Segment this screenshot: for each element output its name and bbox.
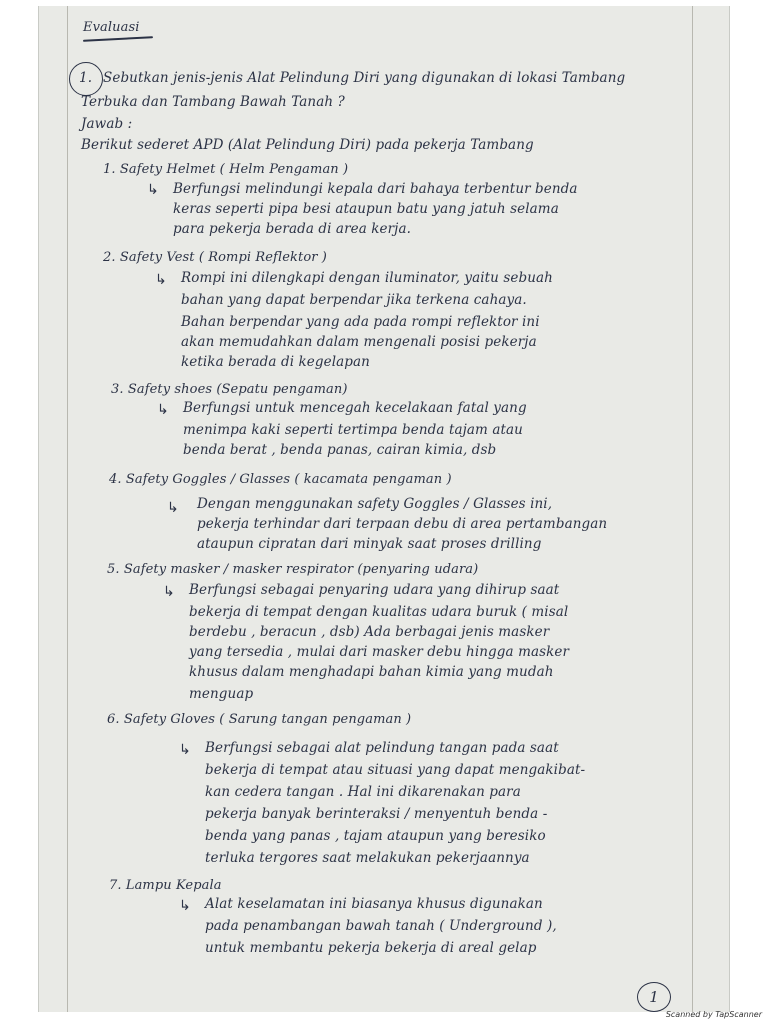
arrow-icon: ↳ <box>155 272 167 288</box>
item-heading: 7. Lampu Kepala <box>109 878 222 893</box>
item-line: Bahan berpendar yang ada pada rompi reflektor ini <box>181 314 540 330</box>
item-line: Berfungsi untuk mencegah kecelakaan fatal yang <box>183 400 527 416</box>
item-line: para pekerja berada di area kerja. <box>173 221 412 237</box>
item-line: Rompi ini dilengkapi dengan iluminator, yaitu sebuah <box>181 270 553 286</box>
item-heading: 4. Safety Goggles / Glasses ( kacamata pengaman ) <box>109 472 452 487</box>
item-line: Berfungsi sebagai alat pelindung tangan pada saat <box>205 740 559 756</box>
item-line: Alat keselamatan ini biasanya khusus digunakan <box>205 896 543 912</box>
item-line: bahan yang dapat berpendar jika terkena cahaya. <box>181 292 527 308</box>
item-line: Dengan menggunakan safety Goggles / Glasses ini, <box>197 496 553 512</box>
item-line: akan memudahkan dalam mengenali posisi pekerja <box>181 334 537 350</box>
item-line: berdebu , beracun , dsb) Ada berbagai jenis masker <box>189 624 550 640</box>
item-line: ketika berada di kegelapan <box>181 354 370 370</box>
item-line: terluka tergores saat melakukan pekerjaannya <box>205 850 530 866</box>
question-number: 1. <box>79 70 93 86</box>
arrow-icon: ↳ <box>147 182 159 198</box>
item-line: keras seperti pipa besi ataupun batu yang jatuh selama <box>173 201 559 217</box>
page-number: 1 <box>637 982 671 1012</box>
item-heading: 5. Safety masker / masker respirator (penyaring udara) <box>107 562 479 577</box>
page-title: Evaluasi <box>83 20 140 35</box>
item-heading: 6. Safety Gloves ( Sarung tangan pengaman ) <box>107 712 412 727</box>
item-line: yang tersedia , mulai dari masker debu hingga masker <box>189 644 570 660</box>
item-line: menguap <box>189 686 254 702</box>
item-line: kan cedera tangan . Hal ini dikarenakan para <box>205 784 521 800</box>
title-underline <box>83 36 153 42</box>
question-line-2: Terbuka dan Tambang Bawah Tanah ? <box>81 94 345 110</box>
item-line: pekerja banyak berinteraksi / menyentuh benda - <box>205 806 548 822</box>
notebook-page <box>38 6 730 1012</box>
item-heading: 2. Safety Vest ( Rompi Reflektor ) <box>103 250 327 265</box>
question-line-1: Sebutkan jenis-jenis Alat Pelindung Diri yang digunakan di lokasi Tambang <box>103 70 626 86</box>
answer-label: Jawab : <box>81 116 133 132</box>
item-line: benda yang panas , tajam ataupun yang beresiko <box>205 828 546 844</box>
arrow-icon: ↳ <box>179 898 191 914</box>
arrow-icon: ↳ <box>179 742 191 758</box>
item-line: pekerja terhindar dari terpaan debu di area pertambangan <box>197 516 608 532</box>
arrow-icon: ↳ <box>163 584 175 600</box>
item-line: ataupun cipratan dari minyak saat proses drilling <box>197 536 542 552</box>
arrow-icon: ↳ <box>167 500 179 516</box>
item-heading: 3. Safety shoes (Sepatu pengaman) <box>111 382 348 397</box>
answer-intro: Berikut sederet APD (Alat Pelindung Diri) pada pekerja Tambang <box>81 137 534 153</box>
item-line: menimpa kaki seperti tertimpa benda tajam atau <box>183 422 523 438</box>
item-line: Berfungsi melindungi kepala dari bahaya terbentur benda <box>173 181 578 197</box>
item-line: untuk membantu pekerja bekerja di areal gelap <box>205 940 537 956</box>
item-line: bekerja di tempat atau situasi yang dapat mengakibat- <box>205 762 586 778</box>
arrow-icon: ↳ <box>157 402 169 418</box>
item-line: benda berat , benda panas, cairan kimia, dsb <box>183 442 497 458</box>
item-heading: 1. Safety Helmet ( Helm Pengaman ) <box>103 162 349 177</box>
item-line: Berfungsi sebagai penyaring udara yang dihirup saat <box>189 582 560 598</box>
scanner-watermark: Scanned by TapScanner <box>665 1010 762 1019</box>
item-line: bekerja di tempat dengan kualitas udara buruk ( misal <box>189 604 569 620</box>
margin-rule <box>67 6 68 1012</box>
item-line: pada penambangan bawah tanah ( Underground ), <box>205 918 557 934</box>
item-line: khusus dalam menghadapi bahan kimia yang mudah <box>189 664 554 680</box>
right-margin-rule <box>692 6 693 1012</box>
